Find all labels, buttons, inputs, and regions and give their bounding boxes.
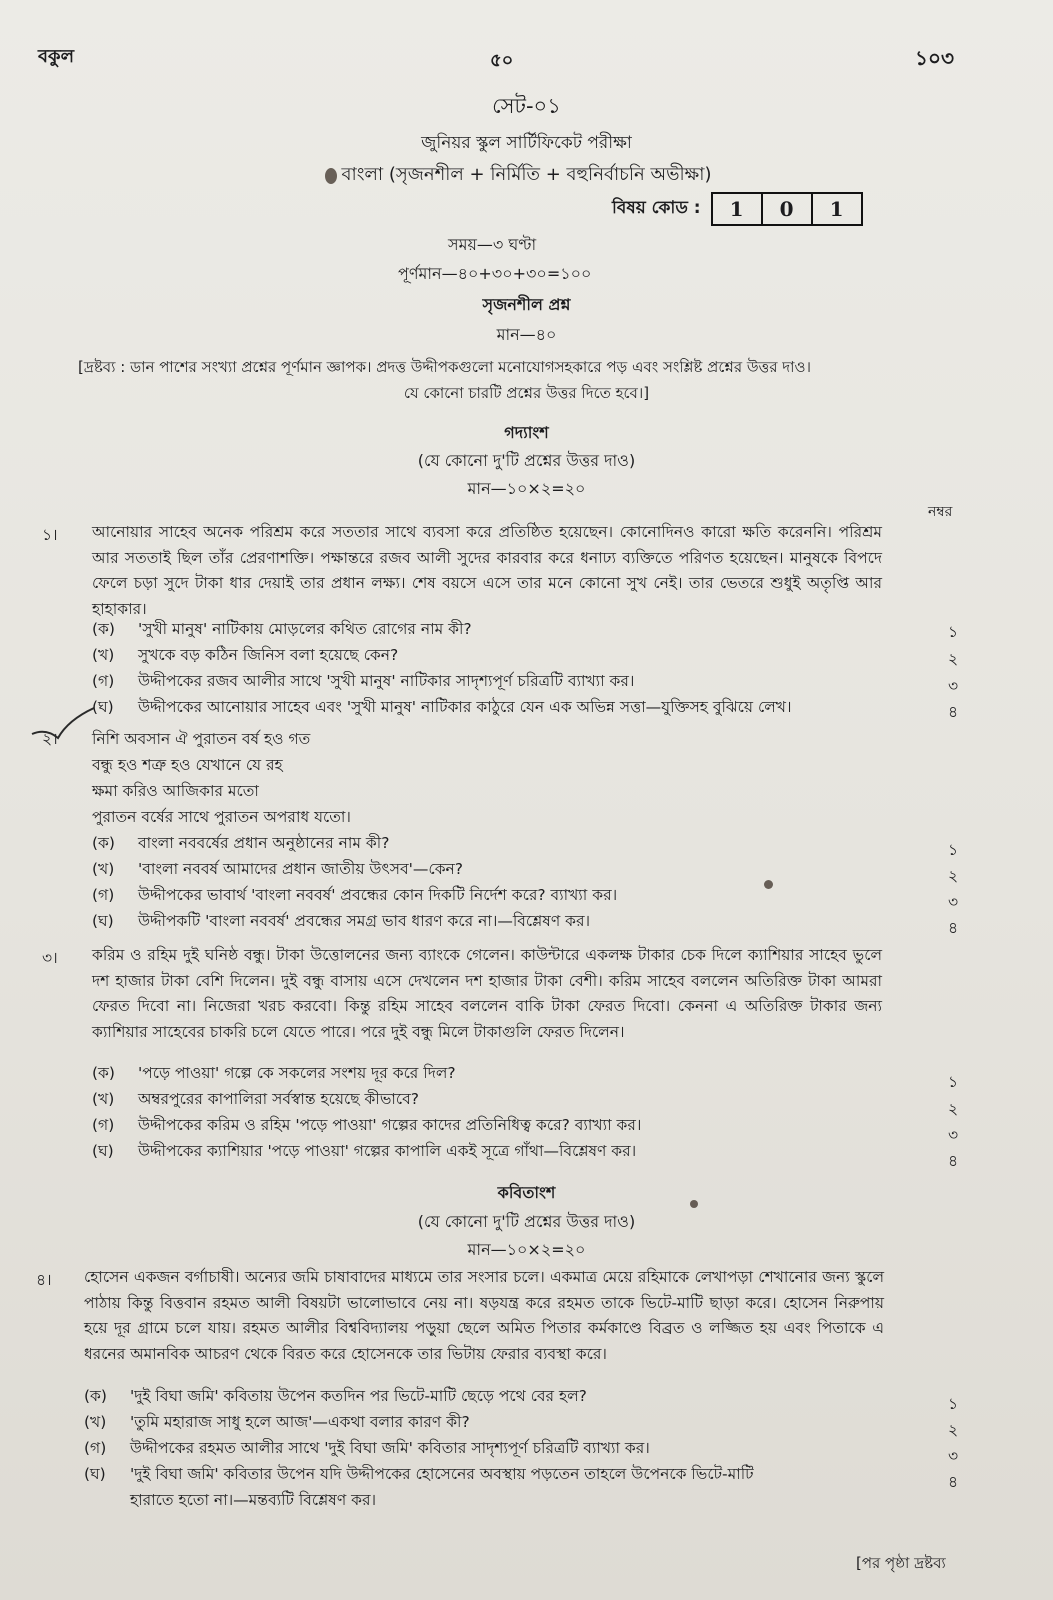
sub-question: (খ) 'তুমি মহারাজ সাধু হলে আজ'—একথা বলার কারণ কী? xyxy=(84,1413,470,1431)
handwritten-tick-mark xyxy=(28,700,98,745)
sub-question: (খ) অম্বরপুরের কাপালিরা সর্বস্বান্ত হয়েছে কীভাবে? xyxy=(92,1090,419,1108)
question-mark: ১ xyxy=(948,623,959,641)
ink-stain xyxy=(764,880,773,889)
subject-code-label: বিষয় কোড : xyxy=(612,198,701,218)
question-mark: ১ xyxy=(948,1073,959,1091)
prose-section-title: গদ্যাংশ xyxy=(504,423,549,442)
question-stimulus: আনোয়ার সাহেব অনেক পরিশ্রম করে সততার সাথে ব্যবসা করে প্রতিষ্ঠিত হয়েছেন। কোনোদিনও কারো ক্ষতি করেননি। পরিশ্রম আর সততাই ছিল তাঁর প্রেরণাশক্তি। পক্ষান্তরে রজব আলী সুদের কারবার করে ধনাঢ্য ব্যক্তিতে পরিণত হয়েছেন। মানুষকে বিপদে ফেলে চড়া সুদে টাকা ধার দেয়াই তার প্রধান লক্ষ্য। শেষ বয়সে এসে তার মনে কোনো সুখ নেই। তার ভেতরে শুধুই অতৃপ্তি আর হাহাকার। xyxy=(92,523,882,618)
sub-question: (ক) 'পড়ে পাওয়া' গল্পে কে সকলের সংশয় দূর করে দিল? xyxy=(92,1064,456,1082)
instruction-line-1: [দ্রষ্টব্য : ডান পাশের সংখ্যা প্রশ্নের পূর্ণমান জ্ঞাপক। প্রদত্ত উদ্দীপকগুলো মনোযোগসহকারে পড় এবং সংশ্লিষ্ট প্রশ্নের উত্তর দাও। xyxy=(78,358,811,376)
question-mark: ৩ xyxy=(948,893,959,911)
sub-question: (ক) 'দুই বিঘা জমি' কবিতায় উপেন কতদিন পর ভিটে-মাটি ছেড়ে পথে বের হল? xyxy=(84,1387,587,1405)
question-mark: ২ xyxy=(948,650,959,668)
ink-stain xyxy=(325,168,337,184)
question-mark: ১ xyxy=(948,841,959,859)
question-number: ৩। xyxy=(42,949,58,967)
code-digit: 1 xyxy=(713,194,763,224)
sub-question: (গ) উদ্দীপকের করিম ও রহিম 'পড়ে পাওয়া' গল্পের কাদের প্রতিনিধিত্ব করে? ব্যাখ্যা কর। xyxy=(92,1116,642,1134)
question-number: ২। xyxy=(42,730,58,748)
full-marks: পূর্ণমান—৪০+৩০+৩০=১০০ xyxy=(398,264,592,283)
book-label: বকুল xyxy=(38,46,75,67)
section-title: সৃজনশীল প্রশ্ন xyxy=(482,295,571,314)
poetry-section-title: কবিতাংশ xyxy=(497,1183,556,1202)
question-mark: ৪ xyxy=(948,1152,959,1170)
page-number: ৫০ xyxy=(490,50,514,71)
marks-column-label: নম্বর xyxy=(928,504,953,520)
sub-question-continuation: হারাতে হতো না।—মন্তব্যটি বিশ্লেষণ কর। xyxy=(130,1491,377,1509)
question-mark: ২ xyxy=(948,1100,959,1118)
code-digit: 0 xyxy=(763,194,813,224)
sub-question: (গ) উদ্দীপকের রহমত আলীর সাথে 'দুই বিঘা জমি' কবিতার সাদৃশ্যপূর্ণ চরিত্রটি ব্যাখ্যা কর। xyxy=(84,1439,650,1457)
subject-code-box xyxy=(711,192,863,226)
poetry-section-marks: মান—১০×২=২০ xyxy=(467,1240,586,1259)
question-mark: ৩ xyxy=(948,677,959,695)
instruction-line-2: যে কোনো চারটি প্রশ্নের উত্তর দিতে হবে।] xyxy=(403,384,650,402)
sub-question: (ক) 'সুখী মানুষ' নাটিকায় মোড়লের কথিত রোগের নাম কী? xyxy=(92,620,472,638)
next-page-note: [পর পৃষ্ঠা দ্রষ্টব্য xyxy=(856,1554,946,1572)
poetry-section-instruction: (যে কোনো দু'টি প্রশ্নের উত্তর দাও) xyxy=(417,1212,636,1231)
sub-question: (ঘ) উদ্দীপকটি 'বাংলা নববর্ষ' প্রবন্ধের সমগ্র ভাব ধারণ করে না।—বিশ্লেষণ কর। xyxy=(92,912,591,930)
sub-question: (গ) উদ্দীপকের রজব আলীর সাথে 'সুখী মানুষ' নাটিকার সাদৃশ্যপূর্ণ চরিত্রটি ব্যাখ্যা কর। xyxy=(92,672,635,690)
question-mark: ১ xyxy=(948,1395,959,1413)
exam-name: জুনিয়র স্কুল সার্টিফিকেট পরীক্ষা xyxy=(421,133,632,153)
sub-question: (গ) উদ্দীপকের ভাবার্থ 'বাংলা নববর্ষ' প্রবন্ধের কোন দিকটি নির্দেশ করে? ব্যাখ্যা কর। xyxy=(92,886,618,904)
question-mark: ৪ xyxy=(948,703,959,721)
sub-question: (খ) 'বাংলা নববর্ষ আমাদের প্রধান জাতীয় উৎসব'—কেন? xyxy=(92,860,464,878)
poem-line: ক্ষমা করিও আজিকার মতো xyxy=(92,782,259,800)
question-number: ৪। xyxy=(36,1271,52,1289)
question-mark: ২ xyxy=(948,1421,959,1439)
set-title: সেট-০১ xyxy=(492,94,561,118)
ink-stain xyxy=(690,1200,698,1208)
question-mark: ৩ xyxy=(948,1126,959,1144)
sub-question: (ঘ) উদ্দীপকের ক্যাশিয়ার 'পড়ে পাওয়া' গল্পের কাপালি একই সূত্রে গাঁথা—বিশ্লেষণ কর। xyxy=(92,1142,637,1160)
time-limit: সময়—৩ ঘণ্টা xyxy=(448,235,537,254)
sub-question: (ঘ) 'দুই বিঘা জমি' কবিতার উপেন যদি উদ্দীপকের হোসেনের অবস্থায় পড়তেন তাহলে উপেনকে ভিটে-মাটি xyxy=(84,1465,754,1483)
code-digit: 1 xyxy=(829,197,844,221)
page-number-right: ১০৩ xyxy=(915,46,954,70)
poem-line: নিশি অবসান ঐ পুরাতন বর্ষ হও গত xyxy=(92,730,311,748)
poem-line: পুরাতন বর্ষের সাথে পুরাতন অপরাধ যতো। xyxy=(92,808,351,826)
question-stimulus: করিম ও রহিম দুই ঘনিষ্ঠ বন্ধু। টাকা উত্তোলনের জন্য ব্যাংকে গেলেন। কাউন্টারে একলক্ষ টাকার চেক দিলে ক্যাশিয়ার সাহেব ভুলে দশ হাজার টাকা বেশি দিলেন। দুই বন্ধু বাসায় এসে দেখলেন দশ হাজার টাকা বেশী। করিম সাহেব বললেন অতিরিক্ত টাকা আমরা ফেরত দিবো না। নিজেরা খরচ করবো। কিন্তু রহিম সাহেব বললেন বাকি টাকা ফেরত দিবো। কেননা এ অতিরিক্ত টাকার জন্য ক্যাশিয়ার সাহেবের চাকরি চলে যেতে পারে। পরে দুই বন্ধু মিলে টাকাগুলি ফেরত দিলেন। xyxy=(92,946,882,1041)
prose-section-marks: মান—১০×২=২০ xyxy=(467,479,586,498)
subject-title: বাংলা (সৃজনশীল + নির্মিতি + বহুনির্বাচনি অভীক্ষা) xyxy=(341,164,712,185)
question-stimulus: হোসেন একজন বর্গাচাষী। অন্যের জমি চাষাবাদের মাধ্যমে তার সংসার চলে। একমাত্র মেয়ে রহিমাকে লেখাপড়া শেখানোর জন্য স্কুলে পাঠায় কিন্তু বিত্তবান রহমত আলী বিষয়টা ভালোভাবে নেয় না। ষড়যন্ত্র করে রহমত তাকে ভিটে-মাটি ছাড়া করে। হোসেন নিরুপায় হয়ে দূর গ্রামে চলে যায়। রহমত আলীর বিশ্ববিদ্যালয় পড়ুয়া ছেলে অমিত পিতার কর্মকাণ্ডে বিব্রত ও লজ্জিত হয় এবং পিতাকে এ ধরনের অমানবিক আচরণ থেকে বিরত করে হোসেনকে তার ভিটায় ফেরার ব্যবস্থা করে। xyxy=(84,1268,884,1363)
sub-question: (ঘ) উদ্দীপকের আনোয়ার সাহেব এবং 'সুখী মানুষ' নাটিকার কাঠুরে যেন এক অভিন্ন সত্তা—যুক্তিসহ বুঝিয়ে লেখ। xyxy=(92,698,792,716)
question-mark: ৩ xyxy=(948,1447,959,1465)
question-mark: ২ xyxy=(948,867,959,885)
sub-question: (ক) বাংলা নববর্ষের প্রধান অনুষ্ঠানের নাম কী? xyxy=(92,834,390,852)
question-mark: ৪ xyxy=(948,1473,959,1491)
subject-code xyxy=(612,192,863,226)
section-marks: মান—৪০ xyxy=(496,325,557,344)
sub-question: (খ) সুখকে বড় কঠিন জিনিস বলা হয়েছে কেন? xyxy=(92,646,399,664)
prose-section-instruction: (যে কোনো দু'টি প্রশ্নের উত্তর দাও) xyxy=(417,451,636,470)
question-number: ১। xyxy=(42,526,58,544)
poem-line: বন্ধু হও শত্রু হও যেখানে যে রহ xyxy=(92,756,283,774)
question-mark: ৪ xyxy=(948,919,959,937)
